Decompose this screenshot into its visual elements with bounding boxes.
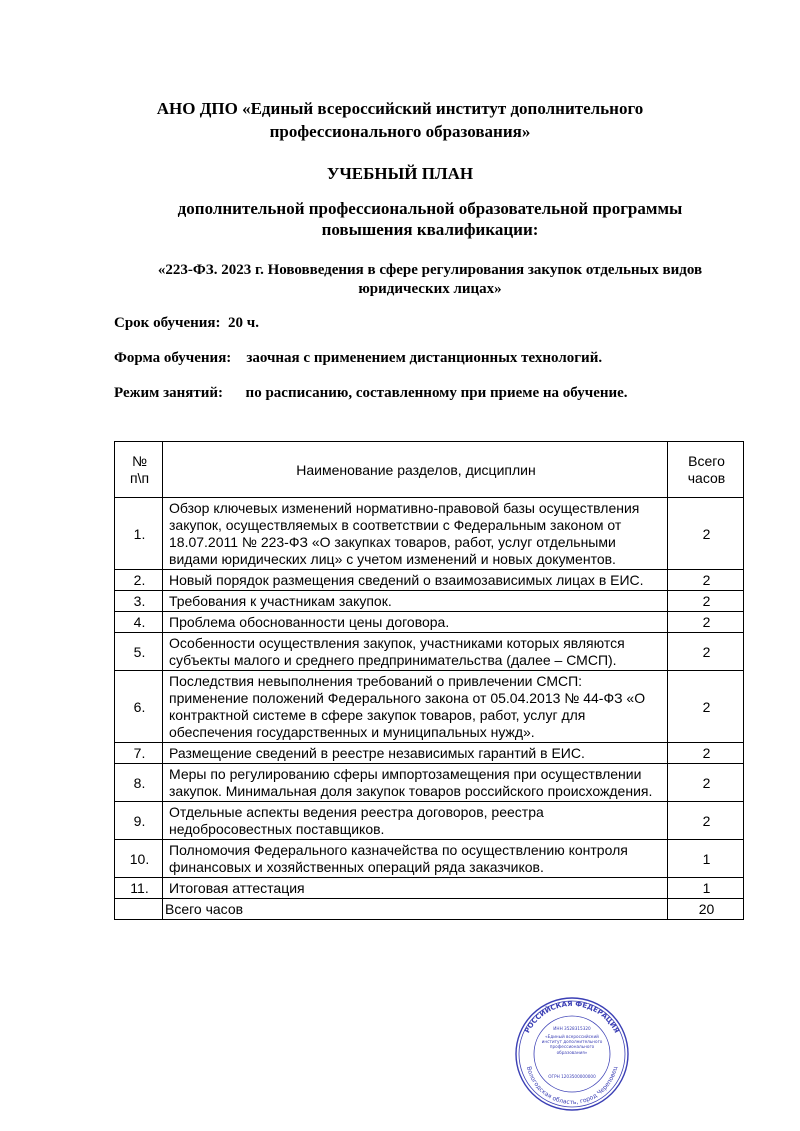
schedule-label: Режим занятий:: [114, 385, 224, 401]
table-row: [115, 764, 744, 802]
schedule-value: по расписанию, составленному при приеме на обучение.: [245, 385, 628, 401]
row-hours: 1: [668, 878, 744, 899]
row-hours: 1: [668, 840, 744, 878]
column-header-name: Наименование разделов, дисциплин: [163, 442, 668, 498]
stamp-ogrn: ОГРН 1203500000000: [548, 1074, 596, 1079]
program-line-1: «223-ФЗ. 2023 г. Нововведения в сфере регулирования закупок отдельных видов: [157, 262, 703, 278]
table-total-row: [115, 899, 744, 920]
schedule-line: [114, 385, 628, 402]
form-value: заочная с применением дистанционных технологий.: [246, 350, 603, 366]
row-number: 10.: [115, 840, 163, 878]
table-body: [115, 498, 744, 899]
row-hours: 2: [668, 764, 744, 802]
table-row: [115, 743, 744, 764]
stamp-bottom-text: Вологодская область, город Череповец: [524, 1065, 620, 1107]
stamp-top-text: РОССИЙСКАЯ ФЕДЕРАЦИЯ: [523, 999, 621, 1035]
row-discipline: Последствия невыполнения требований о привлечении СМСП: применение положений Федерального закона от 05.04.2013 № 44-ФЗ «О контрактной системе в сфере закупок товаров, работ, услуг для обеспечения государственных и муниципальных нужд».: [163, 671, 668, 743]
program-name: [0, 261, 800, 299]
row-number: 7.: [115, 743, 163, 764]
table-row: [115, 591, 744, 612]
row-hours: 2: [668, 802, 744, 840]
table-row: [115, 840, 744, 878]
table-row: [115, 498, 744, 570]
row-number: 3.: [115, 591, 163, 612]
form-label: Форма обучения:: [114, 350, 232, 366]
table-row: [115, 878, 744, 899]
table-header-row: [115, 442, 744, 498]
row-number: 11.: [115, 878, 163, 899]
row-number: 8.: [115, 764, 163, 802]
row-discipline: Полномочия Федерального казначейства по осуществлению контроля финансовых и хозяйственных операций ряда заказчиков.: [163, 840, 668, 878]
organization-stamp: [514, 996, 630, 1112]
total-hours: 20: [668, 899, 744, 920]
column-header-number: № п\п: [115, 442, 163, 498]
table-row: [115, 570, 744, 591]
org-line-2: профессионального образования»: [269, 122, 531, 141]
row-number: 6.: [115, 671, 163, 743]
form-line: [114, 350, 602, 367]
org-line-1: АНО ДПО «Единый всероссийский институт дополнительного: [156, 99, 644, 118]
row-discipline: Обзор ключевых изменений нормативно-правовой базы осуществления закупок, осуществляемых в соответствии с Федеральным законом от 18.07.2011 № 223-ФЗ «О закупках товаров, работ, услуг отдельными видами юридических лиц» с учетом изменений и новых документов.: [163, 498, 668, 570]
row-number: 9.: [115, 802, 163, 840]
stamp-inn: ИНН 3528315320: [553, 1026, 591, 1031]
row-number: 4.: [115, 612, 163, 633]
stamp-center-text: «Единый всероссийский институт дополнительного профессионального образования»: [541, 1034, 603, 1055]
row-discipline: Размещение сведений в реестре независимых гарантий в ЕИС.: [163, 743, 668, 764]
duration-value: 20 ч.: [228, 315, 259, 331]
duration-label: Срок обучения:: [114, 315, 221, 331]
row-number: 1.: [115, 498, 163, 570]
table-row: [115, 633, 744, 671]
program-line-2: юридических лицах»: [358, 281, 502, 297]
table-row: [115, 671, 744, 743]
row-number: 5.: [115, 633, 163, 671]
row-number: 2.: [115, 570, 163, 591]
row-hours: 2: [668, 633, 744, 671]
curriculum-table: [114, 441, 744, 920]
row-discipline: Итоговая аттестация: [163, 878, 668, 899]
table-row: [115, 612, 744, 633]
row-discipline: Новый порядок размещения сведений о взаимозависимых лицах в ЕИС.: [163, 570, 668, 591]
row-hours: 2: [668, 591, 744, 612]
row-discipline: Особенности осуществления закупок, участниками которых являются субъекты малого и среднего предпринимательства (далее – СМСП).: [163, 633, 668, 671]
row-discipline: Проблема обоснованности цены договора.: [163, 612, 668, 633]
organization-name: [0, 97, 800, 143]
row-discipline: Меры по регулированию сферы импортозамещения при осуществлении закупок. Минимальная доля закупок товаров российского происхождения.: [163, 764, 668, 802]
row-hours: 2: [668, 612, 744, 633]
row-hours: 2: [668, 671, 744, 743]
row-hours: 2: [668, 570, 744, 591]
table-row: [115, 802, 744, 840]
document-subtitle: [0, 198, 800, 240]
row-discipline: Требования к участникам закупок.: [163, 591, 668, 612]
row-hours: 2: [668, 743, 744, 764]
duration-line: [114, 315, 259, 332]
total-label: Всего часов: [163, 899, 668, 920]
row-hours: 2: [668, 498, 744, 570]
subtitle-line-1: дополнительной профессиональной образовательной программы: [177, 199, 683, 218]
document-title: УЧЕБНЫЙ ПЛАН: [326, 164, 474, 183]
row-discipline: Отдельные аспекты ведения реестра договоров, реестра недобросовестных поставщиков.: [163, 802, 668, 840]
subtitle-line-2: повышения квалификации:: [321, 220, 539, 239]
column-header-hours: Всего часов: [668, 442, 744, 498]
